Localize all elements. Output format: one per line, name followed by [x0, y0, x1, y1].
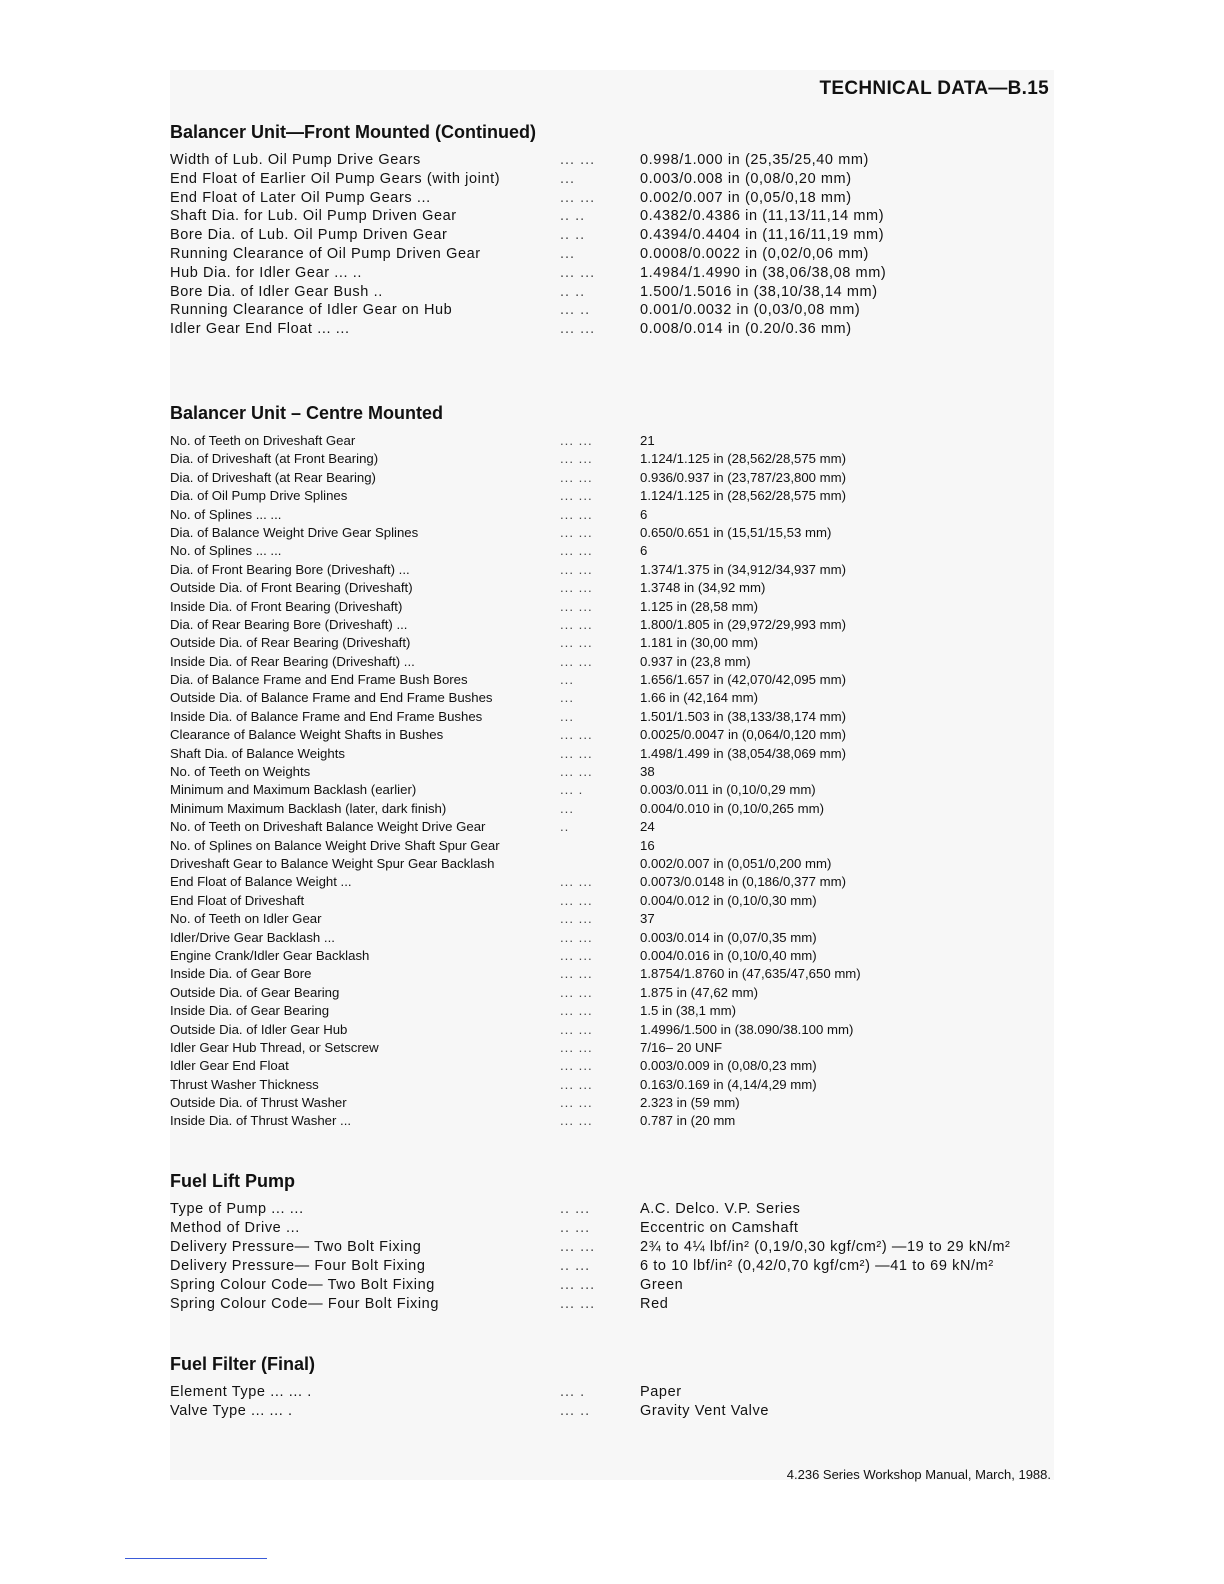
spec-value: 1.501/1.503 in (38,133/38,174 mm) — [640, 708, 847, 724]
leader-dots: ... ... — [560, 1296, 596, 1312]
spec-label: Delivery Pressure— Two Bolt Fixing — [170, 1239, 422, 1255]
spec-label: End Float of Driveshaft — [170, 892, 305, 908]
spec-value: 1.124/1.125 in (28,562/28,575 mm) — [640, 451, 847, 467]
spec-row — [170, 450, 1054, 468]
spec-label: Spring Colour Code— Two Bolt Fixing — [170, 1277, 435, 1293]
spec-label: Inside Dia. of Gear Bearing — [170, 1003, 330, 1019]
spec-label: Dia. of Rear Bearing Bore (Driveshaft) ... — [170, 616, 408, 632]
spec-label: Outside Dia. of Thrust Washer — [170, 1095, 347, 1111]
spec-value: 0.787 in (20 mm — [640, 1113, 736, 1129]
spec-row — [170, 283, 1054, 302]
spec-value: 0.937 in (23,8 mm) — [640, 653, 751, 669]
spec-value: 6 to 10 lbf/in² (0,42/0,70 kgf/cm²) —41 to 69 kN/m² — [640, 1258, 994, 1274]
spec-label: Dia. of Balance Weight Drive Gear Splines — [170, 524, 419, 540]
spec-label: Clearance of Balance Weight Shafts in Bushes — [170, 727, 444, 743]
spec-value: Eccentric on Camshaft — [640, 1220, 799, 1236]
spec-row — [170, 226, 1054, 245]
spec-row — [170, 170, 1054, 189]
spec-value: 2.323 in (59 mm) — [640, 1095, 740, 1111]
spec-value: 1.4996/1.500 in (38.090/38.100 mm) — [640, 1021, 854, 1037]
spec-row — [170, 598, 1054, 616]
leader-dots: ... — [560, 690, 574, 706]
footer-text: 4.236 Series Workshop Manual, March, 1988. — [786, 1467, 1051, 1482]
spec-row — [170, 561, 1054, 579]
spec-label: Minimum and Maximum Backlash (earlier) — [170, 782, 417, 798]
spec-row — [170, 1257, 1054, 1276]
spec-value: 6 — [640, 543, 648, 559]
spec-value: 0.002/0.007 in (0,05/0,18 mm) — [640, 189, 852, 206]
spec-row — [170, 301, 1054, 320]
spec-label: Method of Drive ... — [170, 1220, 300, 1236]
spec-row — [170, 432, 1054, 450]
leader-dots: ... .. — [560, 1403, 591, 1419]
spec-row — [170, 506, 1054, 524]
spec-value: 1.66 in (42,164 mm) — [640, 690, 759, 706]
section-balancer-front — [170, 122, 1054, 339]
spec-row — [170, 1076, 1054, 1094]
spec-row — [170, 726, 1054, 744]
leader-dots: ... ... — [560, 727, 593, 743]
spec-label: Width of Lub. Oil Pump Drive Gears — [170, 152, 421, 168]
spec-label: Shaft Dia. of Balance Weights — [170, 745, 345, 761]
spec-row — [170, 818, 1054, 836]
leader-dots: ... ... — [560, 1021, 593, 1037]
spec-value: A.C. Delco. V.P. Series — [640, 1201, 801, 1217]
spec-row — [170, 984, 1054, 1002]
leader-dots: ... ... — [560, 543, 593, 559]
spec-label: End Float of Earlier Oil Pump Gears (with joint) — [170, 170, 501, 187]
page-header: TECHNICAL DATA—B.15 — [819, 78, 1049, 99]
spec-label: Running Clearance of Oil Pump Driven Gear — [170, 245, 481, 262]
leader-dots: ... ... — [560, 764, 593, 780]
section-title: Fuel Lift Pump — [170, 1171, 295, 1191]
spec-row — [170, 1112, 1054, 1130]
spec-row — [170, 469, 1054, 487]
leader-dots: ... ... — [560, 561, 593, 577]
spec-label: Bore Dia. of Lub. Oil Pump Driven Gear — [170, 227, 448, 244]
spec-label: Type of Pump ... ... — [170, 1201, 304, 1217]
spec-value: 0.003/0.014 in (0,07/0,35 mm) — [640, 929, 817, 945]
spec-value: 0.003/0.009 in (0,08/0,23 mm) — [640, 1058, 817, 1074]
spec-label: Idler/Drive Gear Backlash ... — [170, 929, 335, 945]
spec-value: 1.374/1.375 in (34,912/34,937 mm) — [640, 561, 847, 577]
leader-dots: ... — [560, 170, 576, 187]
spec-row — [170, 653, 1054, 671]
spec-row — [170, 763, 1054, 781]
spec-row — [170, 689, 1054, 707]
spec-value: 16 — [640, 837, 655, 853]
leader-dots: ... ... — [560, 1039, 593, 1055]
leader-dots: ... ... — [560, 635, 593, 651]
leader-dots: ... ... — [560, 653, 593, 669]
spec-label: End Float of Later Oil Pump Gears ... — [170, 189, 431, 206]
spec-label: Dia. of Driveshaft (at Front Bearing) — [170, 451, 379, 467]
spec-label: Dia. of Oil Pump Drive Splines — [170, 488, 348, 504]
spec-label: Dia. of Front Bearing Bore (Driveshaft) ... — [170, 561, 410, 577]
spec-value: Red — [640, 1296, 669, 1312]
section-fuel-filter — [170, 1354, 1054, 1421]
spec-row — [170, 1276, 1054, 1295]
leader-dots: ... ... — [560, 745, 593, 761]
spec-value: 1.498/1.499 in (38,054/38,069 mm) — [640, 745, 847, 761]
spec-label: No. of Teeth on Idler Gear — [170, 911, 322, 927]
spec-label: Outside Dia. of Front Bearing (Driveshaft) — [170, 580, 413, 596]
spec-row — [170, 542, 1054, 560]
spec-row — [170, 837, 1054, 855]
spec-value: 0.4394/0.4404 in (11,16/11,19 mm) — [640, 227, 885, 244]
spec-row — [170, 947, 1054, 965]
spec-value: 0.004/0.012 in (0,10/0,30 mm) — [640, 892, 817, 908]
spec-row — [170, 929, 1054, 947]
leader-dots: ... ... — [560, 433, 593, 448]
leader-dots: ... ... — [560, 524, 593, 540]
spec-row — [170, 1295, 1054, 1314]
spec-row — [170, 487, 1054, 505]
spec-value: 0.001/0.0032 in (0,03/0,08 mm) — [640, 302, 861, 319]
leader-dots: ... ... — [560, 598, 593, 614]
spec-value: 0.004/0.010 in (0,10/0,265 mm) — [640, 800, 825, 816]
leader-dots: .. .. — [560, 208, 586, 225]
spec-value: 21 — [640, 433, 655, 448]
leader-dots: ... .. — [560, 302, 591, 319]
spec-label: Outside Dia. of Rear Bearing (Driveshaft) — [170, 635, 411, 651]
spec-value: 1.5 in (38,1 mm) — [640, 1003, 737, 1019]
spec-row — [170, 579, 1054, 597]
spec-row — [170, 1057, 1054, 1075]
spec-label: No. of Splines on Balance Weight Drive Shaft Spur Gear — [170, 837, 500, 853]
spec-value: 0.0073/0.0148 in (0,186/0,377 mm) — [640, 874, 847, 890]
leader-dots: ... ... — [560, 966, 593, 982]
spec-label: Outside Dia. of Gear Bearing — [170, 984, 340, 1000]
spec-value: 0.002/0.007 in (0,051/0,200 mm) — [640, 855, 832, 871]
spec-label: Inside Dia. of Rear Bearing (Driveshaft) ... — [170, 653, 415, 669]
spec-value: 1.656/1.657 in (42,070/42,095 mm) — [640, 672, 847, 688]
spec-value: Gravity Vent Valve — [640, 1403, 770, 1419]
spec-row — [170, 745, 1054, 763]
spec-label: No. of Teeth on Driveshaft Gear — [170, 433, 356, 448]
leader-dots: ... — [560, 672, 574, 688]
leader-dots: ... ... — [560, 451, 593, 467]
spec-row — [170, 855, 1054, 873]
spec-row — [170, 264, 1054, 283]
spec-value: 1.875 in (47,62 mm) — [640, 984, 759, 1000]
spec-row — [170, 1219, 1054, 1238]
leader-dots: ... ... — [560, 1058, 593, 1074]
spec-value: 37 — [640, 911, 655, 927]
leader-dots: ... ... — [560, 1239, 596, 1255]
spec-value: 0.163/0.169 in (4,14/4,29 mm) — [640, 1076, 817, 1092]
leader-dots: ... ... — [560, 874, 593, 890]
spec-value: 1.500/1.5016 in (38,10/38,14 mm) — [640, 283, 878, 300]
leader-dots: ... ... — [560, 580, 593, 596]
spec-label: Hub Dia. for Idler Gear ... .. — [170, 264, 363, 281]
leader-dots: ... — [560, 708, 574, 724]
spec-label: No. of Splines ... ... — [170, 506, 282, 522]
leader-dots: .. ... — [560, 1258, 591, 1274]
spec-row — [170, 965, 1054, 983]
spec-row — [170, 1402, 1054, 1421]
spec-value: 2¾ to 4¼ lbf/in² (0,19/0,30 kgf/cm²) —19 to 29 kN/m² — [640, 1239, 1011, 1255]
spec-label: End Float of Balance Weight ... — [170, 874, 352, 890]
spec-value: 7/16– 20 UNF — [640, 1039, 723, 1055]
spec-row — [170, 1021, 1054, 1039]
spec-value: 38 — [640, 764, 655, 780]
spec-label: Element Type ... ... . — [170, 1384, 312, 1400]
spec-value: 0.0008/0.0022 in (0,02/0,06 mm) — [640, 245, 869, 262]
leader-dots: ... ... — [560, 1076, 593, 1092]
leader-dots: ... ... — [560, 984, 593, 1000]
leader-dots: ... ... — [560, 152, 596, 168]
spec-row — [170, 671, 1054, 689]
leader-dots: ... ... — [560, 892, 593, 908]
leader-dots: .. .. — [560, 227, 586, 244]
leader-dots: ... ... — [560, 1277, 596, 1293]
spec-value: 1.181 in (30,00 mm) — [640, 635, 759, 651]
spec-row — [170, 616, 1054, 634]
spec-label: Inside Dia. of Gear Bore — [170, 966, 312, 982]
leader-dots: ... ... — [560, 488, 593, 504]
spec-label: Minimum Maximum Backlash (later, dark finish) — [170, 800, 447, 816]
spec-row — [170, 1094, 1054, 1112]
leader-dots: ... . — [560, 782, 584, 798]
leader-dots: ... ... — [560, 506, 593, 522]
spec-label: Dia. of Balance Frame and End Frame Bush Bores — [170, 672, 468, 688]
footer-divider — [125, 1558, 267, 1559]
leader-dots: ... . — [560, 1384, 586, 1400]
spec-label: Valve Type ... ... . — [170, 1403, 293, 1419]
spec-label: Spring Colour Code— Four Bolt Fixing — [170, 1296, 440, 1312]
spec-value: 0.008/0.014 in (0.20/0.36 mm) — [640, 321, 852, 338]
spec-label: Running Clearance of Idler Gear on Hub — [170, 302, 453, 319]
leader-dots: ... ... — [560, 616, 593, 632]
spec-value: 0.998/1.000 in (25,35/25,40 mm) — [640, 152, 869, 168]
spec-label: No. of Splines ... ... — [170, 543, 282, 559]
leader-dots: .. ... — [560, 1220, 591, 1236]
spec-row — [170, 189, 1054, 208]
spec-row — [170, 1383, 1054, 1402]
spec-row — [170, 634, 1054, 652]
spec-label: Inside Dia. of Front Bearing (Driveshaft) — [170, 598, 403, 614]
spec-value: 0.003/0.011 in (0,10/0,29 mm) — [640, 782, 816, 798]
spec-row — [170, 892, 1054, 910]
spec-value: 24 — [640, 819, 655, 835]
spec-value: 6 — [640, 506, 648, 522]
spec-label: Shaft Dia. for Lub. Oil Pump Driven Gear — [170, 208, 457, 225]
spec-label: Engine Crank/Idler Gear Backlash — [170, 947, 370, 963]
spec-row — [170, 781, 1054, 799]
spec-row — [170, 910, 1054, 928]
spec-row — [170, 873, 1054, 891]
leader-dots: ... — [560, 245, 576, 262]
spec-row — [170, 151, 1054, 170]
leader-dots: ... ... — [560, 264, 596, 281]
spec-label: Idler Gear End Float ... ... — [170, 321, 350, 338]
spec-label: Thrust Washer Thickness — [170, 1076, 319, 1092]
spec-label: Dia. of Driveshaft (at Rear Bearing) — [170, 469, 376, 485]
leader-dots: ... ... — [560, 189, 596, 206]
spec-label: No. of Teeth on Driveshaft Balance Weight Drive Gear — [170, 819, 486, 835]
leader-dots: .. .. — [560, 283, 586, 300]
spec-value: 1.800/1.805 in (29,972/29,993 mm) — [640, 616, 847, 632]
spec-value: 1.8754/1.8760 in (47,635/47,650 mm) — [640, 966, 861, 982]
spec-value: 0.650/0.651 in (15,51/15,53 mm) — [640, 524, 832, 540]
spec-value: 0.4382/0.4386 in (11,13/11,14 mm) — [640, 208, 885, 225]
leader-dots: ... ... — [560, 1095, 593, 1111]
spec-label: No. of Teeth on Weights — [170, 764, 311, 780]
spec-value: 0.0025/0.0047 in (0,064/0,120 mm) — [640, 727, 847, 743]
leader-dots: ... ... — [560, 1113, 593, 1129]
spec-label: Inside Dia. of Balance Frame and End Frame Bushes — [170, 708, 483, 724]
section-title: Balancer Unit – Centre Mounted — [170, 403, 444, 423]
leader-dots: .. ... — [560, 1201, 591, 1217]
spec-value: 0.004/0.016 in (0,10/0,40 mm) — [640, 947, 817, 963]
spec-row — [170, 800, 1054, 818]
leader-dots: ... ... — [560, 947, 593, 963]
spec-label: Delivery Pressure— Four Bolt Fixing — [170, 1258, 426, 1274]
spec-value: 1.125 in (28,58 mm) — [640, 598, 759, 614]
section-fuel-lift-pump — [170, 1171, 1054, 1314]
spec-row — [170, 1200, 1054, 1219]
spec-row — [170, 245, 1054, 264]
spec-label: Bore Dia. of Idler Gear Bush .. — [170, 283, 383, 300]
spec-row — [170, 708, 1054, 726]
spec-label: Outside Dia. of Balance Frame and End Frame Bushes — [170, 690, 493, 706]
spec-row — [170, 207, 1054, 226]
spec-value: 1.3748 in (34,92 mm) — [640, 580, 766, 596]
spec-row — [170, 320, 1054, 339]
leader-dots: ... ... — [560, 929, 593, 945]
spec-label: Outside Dia. of Idler Gear Hub — [170, 1021, 348, 1037]
spec-label: Idler Gear Hub Thread, or Setscrew — [170, 1039, 379, 1055]
spec-label: Inside Dia. of Thrust Washer ... — [170, 1113, 352, 1129]
section-title: Balancer Unit—Front Mounted (Continued) — [170, 122, 536, 142]
section-title: Fuel Filter (Final) — [170, 1354, 316, 1374]
spec-row — [170, 524, 1054, 542]
spec-label: Idler Gear End Float — [170, 1058, 289, 1074]
spec-value: Paper — [640, 1384, 682, 1400]
spec-value: 1.124/1.125 in (28,562/28,575 mm) — [640, 488, 847, 504]
spec-value: 1.4984/1.4990 in (38,06/38,08 mm) — [640, 264, 887, 281]
leader-dots: ... ... — [560, 911, 593, 927]
spec-row — [170, 1002, 1054, 1020]
leader-dots: .. — [560, 819, 570, 835]
spec-row — [170, 1238, 1054, 1257]
section-balancer-centre — [170, 403, 1054, 1131]
leader-dots: ... ... — [560, 321, 596, 338]
spec-value: Green — [640, 1277, 684, 1293]
spec-row — [170, 1039, 1054, 1057]
leader-dots: ... — [560, 800, 574, 816]
spec-value: 0.936/0.937 in (23,787/23,800 mm) — [640, 469, 847, 485]
spec-value: 0.003/0.008 in (0,08/0,20 mm) — [640, 170, 852, 187]
leader-dots: ... ... — [560, 469, 593, 485]
leader-dots: ... ... — [560, 1003, 593, 1019]
spec-label: Driveshaft Gear to Balance Weight Spur Gear Backlash — [170, 855, 495, 871]
